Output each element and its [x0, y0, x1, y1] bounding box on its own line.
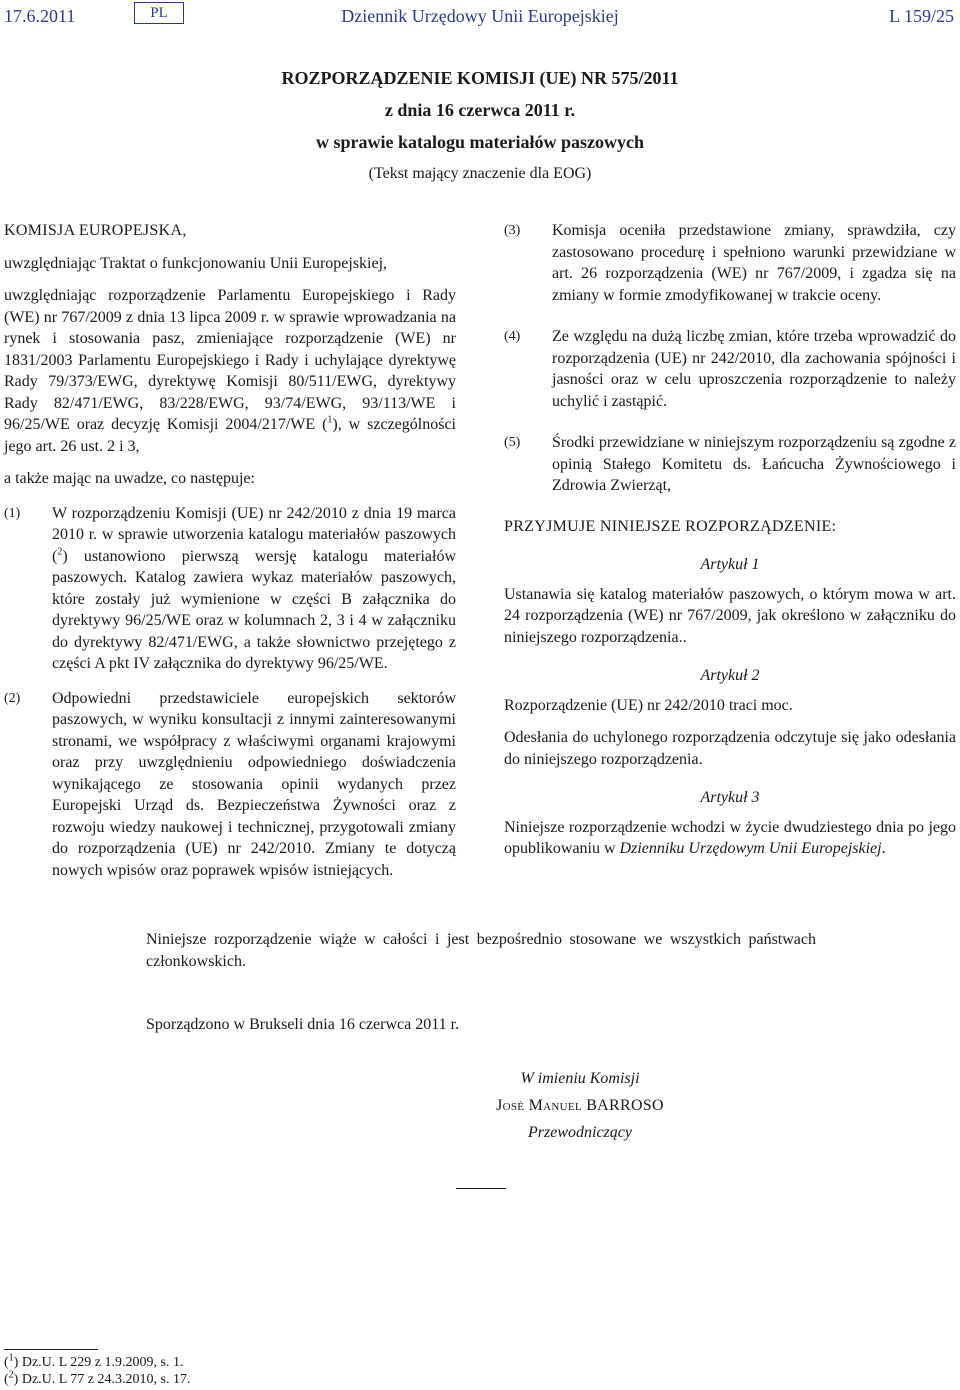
right-column	[504, 220, 956, 860]
done-at: Sporządzono w Brukseli dnia 16 czerwca 2011 r.	[146, 1016, 460, 1033]
page-number: L 159/25	[889, 6, 954, 26]
footnote-ref-2[interactable]: 2	[57, 546, 63, 558]
footnote-rule	[4, 1349, 98, 1350]
article-3-text-part: .	[881, 840, 886, 857]
recital-item-4	[504, 326, 956, 412]
article-2-heading: Artykuł 2	[700, 667, 760, 684]
adopts-heading: PRZYJMUJE NINIEJSZE ROZPORZĄDZENIE:	[504, 517, 837, 535]
recital-item-1	[4, 503, 456, 675]
regulation-title: ROZPORZĄDZENIE KOMISJI (UE) NR 575/2011	[281, 68, 679, 88]
publication-date: 17.6.2011	[4, 6, 76, 26]
recital-treaty: uwzględniając Traktat o funkcjonowaniu Unii Europejskiej,	[4, 254, 388, 272]
article-3-heading: Artykuł 3	[700, 789, 760, 806]
considering-line: a także mając na uwadze, co następuje:	[4, 470, 255, 487]
recital-item-2	[4, 688, 456, 882]
recital-text: Środki przewidziane w niniejszym rozporządzeniu są zgodne z opinią Stałego Komitetu ds. Łańcucha Żywnościowego i Zdrowia Zwierząt,	[552, 434, 956, 494]
commission-heading: KOMISJA EUROPEJSKA,	[4, 222, 187, 239]
recital-regulation-text-1: uwzględniając rozporządzenie Parlamentu Europejskiego i Rady (WE) nr 767/2009 z dnia 13 lipca 2009 r. w sprawie wprowadzania na rynek i stosowania pasz, zmieniające rozporządzenie (WE) nr 1831/2003 Parlamentu Europejskiego i Rady i uchylające dyrektywę Rady 79/373/EWG, dyrektywę Komisji 80/511/EWG, dyrektywy Rady 82/471/EWG, 83/228/EWG, 93/74/EWG, 93/113/WE i 96/25/WE oraz decyzję Komisji 2004/217/WE (	[4, 287, 456, 433]
recital-text: Komisja oceniła przedstawione zmiany, sprawdziła, czy zastosowano procedurę i spełniono warunki przewidziane w art. 26 rozporządzenia (WE) nr 767/2009, i zgadza się na zmiany w formie zmodyfikowanej w trakcie oceny.	[552, 222, 956, 304]
recital-text: Ze względu na dużą liczbę zmian, które trzeba wprowadzić do rozporządzenia (UE) nr 242/2010, dla zachowania spójności i jasności oraz w celu uproszczenia rozporządzenie to należy uchylić i zastąpić.	[552, 328, 956, 410]
recital-text: Odpowiedni przedstawiciele europejskich sektorów paszowych, w wyniku konsultacji z innymi zainteresowanymi stronami, we współpracy z właściwymi organami krajowymi oraz przy uwzględnieniu odpowiedniego doświadczenia wynikającego ze stosowania opinii wydanych przez Europejski Urząd ds. Bezpieczeństwa Żywności oraz z rozwoju wiedzy naukowej i technicznej, przygotowali zmiany do rozporządzenia (UE) nr 242/2010. Zmiany te dotyczą nowych wpisów oraz poprawek wpisów istniejących.	[52, 689, 456, 879]
footnote-2: ($^2$) Dz.U. L 77 z 24.3.2010, s. 17.	[4, 1369, 191, 1387]
footnote-text: Dz.U. L 229 z 1.9.2009, s. 1.	[21, 1355, 184, 1370]
recital-item-3	[504, 220, 956, 306]
signature-role: Przewodniczący	[528, 1124, 632, 1141]
recital-text-part: ) ustanowiono pierwszą wersję katalogu materiałów paszowych. Katalog zawiera wykaz materiałów paszowych, które zostały już wymienione w części B załącznika do dyrektywy 96/25/WE oraz w kolumnach 2, 3 i 4 w załączniku do dyrektywy 82/471/EWG, a także słownictwo przejętego z części A pkt IV załącznika do dyrektywy 96/25/WE.	[52, 547, 456, 672]
journal-title: Dziennik Urzędowy Unii Europejskiej	[341, 6, 619, 26]
article-3-text-part: Niniejsze rozporządzenie wchodzi w życie dwudziestego dnia po jego opublikowaniu w	[504, 818, 956, 857]
recital-number: (4)	[504, 329, 521, 344]
regulation-date: z dnia 16 czerwca 2011 r.	[384, 100, 576, 120]
regulation-subject: w sprawie katalogu materiałów paszowych	[316, 132, 644, 152]
recital-item-5	[504, 432, 956, 497]
article-3-text	[504, 817, 956, 860]
signature-on-behalf: W imieniu Komisji	[520, 1070, 640, 1087]
article-1-heading: Artykuł 1	[700, 556, 760, 573]
language-badge: PL	[134, 2, 184, 24]
recital-number: (2)	[4, 690, 21, 706]
recital-number: (3)	[504, 223, 521, 238]
recital-number: (5)	[504, 435, 521, 450]
recital-regulation-text-2: ), w szczególności jego art. 26 ust. 2 i 3,	[4, 416, 456, 455]
recital-number: (1)	[4, 505, 21, 521]
recital-regulation	[4, 285, 456, 457]
recital-text	[52, 503, 456, 675]
recital-text-part: W rozporządzeniu Komisji (UE) nr 242/2010 z dnia 19 marca 2010 r. w sprawie utworzenia katalogu materiałów paszowych (	[52, 504, 456, 565]
signature-name: José Manuel BARROSO	[496, 1097, 664, 1114]
eea-relevance: (Tekst mający znaczenie dla EOG)	[368, 165, 592, 182]
footnote-number: 1	[8, 1352, 14, 1364]
binding-statement: Niniejsze rozporządzenie wiąże w całości i jest bezpośrednio stosowane we wszystkich państwach członkowskich.	[146, 931, 816, 970]
article-2-text-2: Odesłania do uchylonego rozporządzenia odczytuje się jako odesłania do niniejszego rozporządzenia.	[504, 729, 956, 768]
footnote-number: 2	[8, 1369, 14, 1381]
article-2-text-1: Rozporządzenie (UE) nr 242/2010 traci moc.	[504, 696, 793, 714]
footnote-1: ($^1$) Dz.U. L 229 z 1.9.2009, s. 1.	[4, 1352, 184, 1370]
left-column	[4, 220, 456, 881]
article-1-text: Ustanawia się katalog materiałów paszowych, o którym mowa w art. 24 rozporządzenia (WE) nr 767/2009, jak określono w załączniku do niniejszego rozporządzenia..	[504, 585, 956, 646]
end-rule	[456, 1188, 506, 1189]
footnote-ref-1[interactable]: 1	[327, 414, 333, 426]
footnote-text: Dz.U. L 77 z 24.3.2010, s. 17.	[21, 1372, 191, 1387]
journal-reference: Dzienniku Urzędowym Unii Europejskiej	[619, 840, 882, 857]
